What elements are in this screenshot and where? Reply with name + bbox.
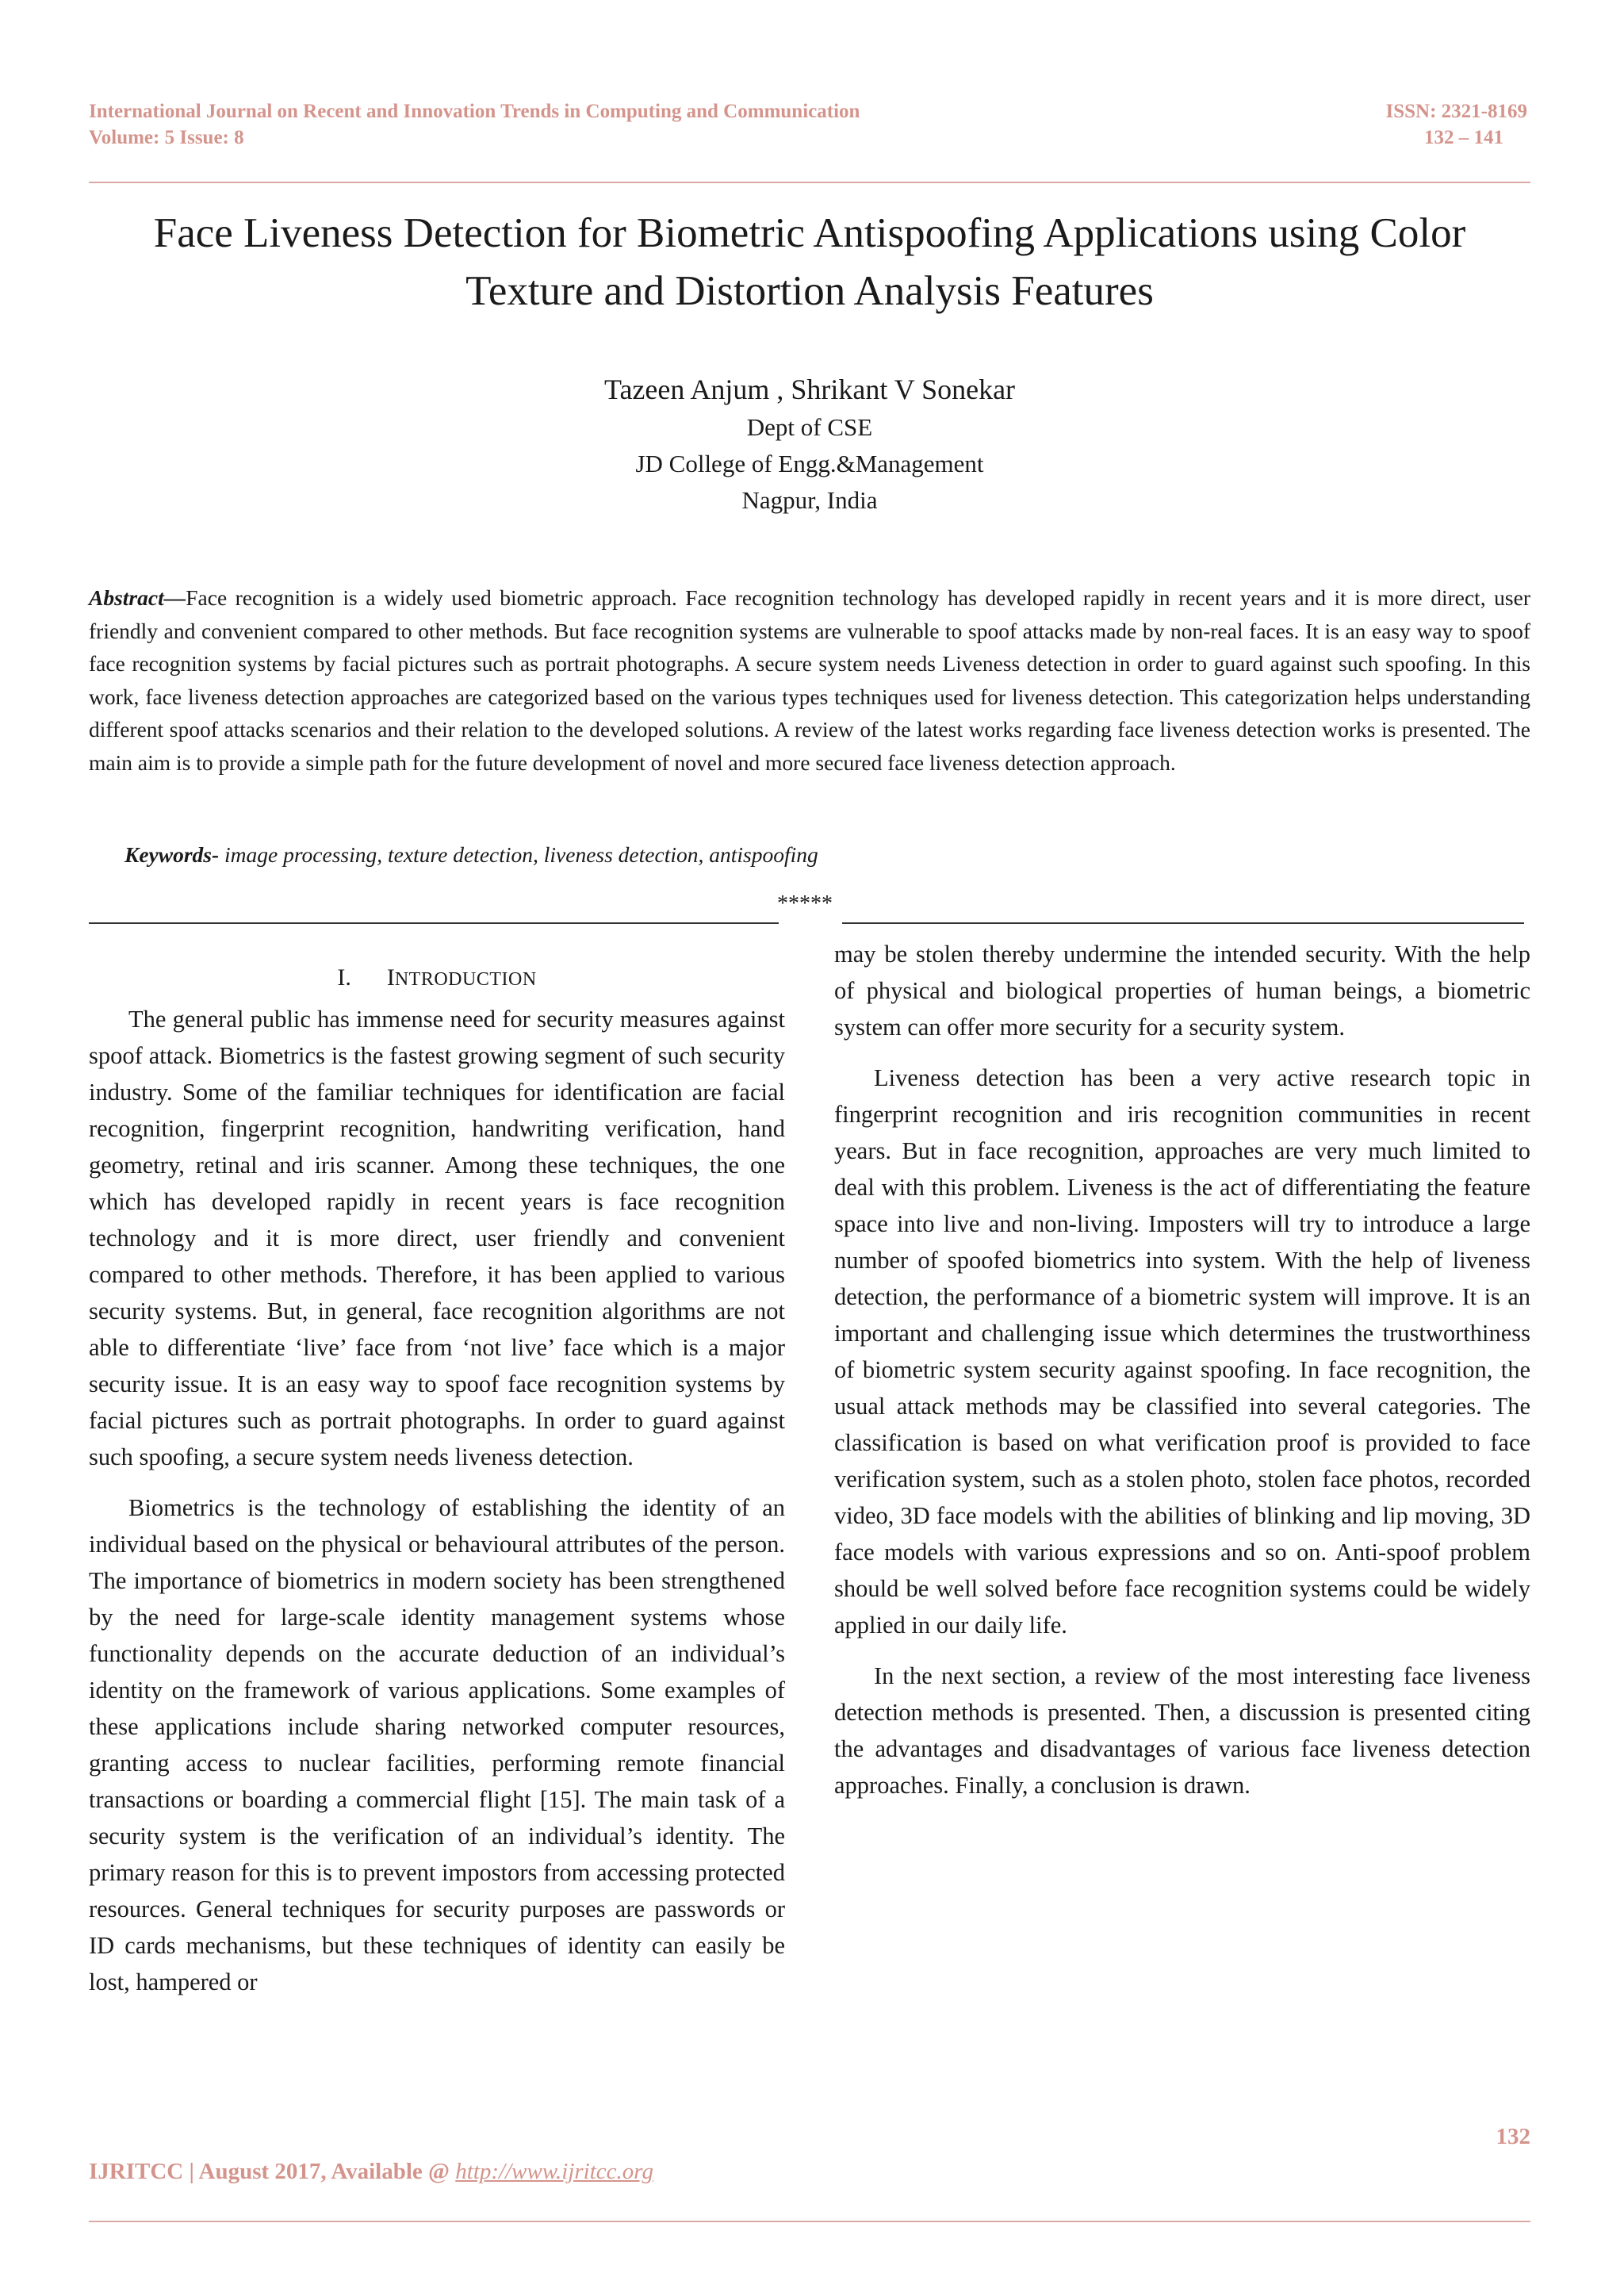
journal-url-link[interactable]: http://www.ijritcc.org — [455, 2159, 653, 2184]
paper-authors: Tazeen Anjum , Shrikant V Sonekar — [603, 374, 1016, 405]
journal-volume: Volume: 5 Issue: 8 — [89, 127, 244, 148]
abstract-text: Face recognition is a widely used biometric approach. Face recognition technology has developed rapidly in recent years and it is more direct, user friendly and convenient compared to other methods. But face recognition systems are vulnerable to spoof attacks made by non-real faces. It is an easy way to spoof face recognition systems by facial pictures such as portrait photographs. A secure system needs Liveness detection in order to guard against such spoofing. In this work, face liveness detection approaches are categorized based on the various types techniques used for liveness detection. This categorization helps understanding different spoof attacks scenarios and their relation to the developed solutions. A review of the latest works regarding face liveness detection works is presented. The main aim is to provide a simple path for the future development of novel and more secured face liveness detection approach. — [89, 585, 1530, 775]
section-title-rest: NTRODUCTION — [394, 969, 537, 990]
abstract-label: Abstract— — [89, 585, 186, 610]
separator-line-left — [89, 922, 779, 924]
keywords — [124, 839, 818, 871]
paragraph: Liveness detection has been a very active research topic in fingerprint recognition and iris recognition communities in recent years. But in face recognition, approaches are very much limited to deal with this problem. Liveness is the act of differentiating the feature space into live and non-living. Imposters will try to introduce a large number of spoofed biometrics into system. With the help of liveness detection, the performance of a biometric system will improve. It is an important and challenging issue which determines the trustworthiness of biometric system security against spoofing. In face recognition, the usual attack methods may be classified into several categories. The classification is based on what verification proof is provided to face verification system, such as a stolen photo, stolen face photos, recorded video, 3D face models with the abilities of blinking and lip moving, 3D face models with various expressions and so on. Anti-spoof problem should be well solved before face recognition systems could be widely applied in our daily life. — [834, 1064, 1530, 1639]
page-footer — [89, 2156, 653, 2187]
keywords-text: image processing, texture detection, liveness detection, antispoofing — [219, 842, 818, 867]
journal-issn: ISSN: 2321-8169 — [1385, 101, 1527, 122]
affiliation-college: JD College of Engg.&Management — [635, 450, 984, 477]
right-column — [834, 936, 1530, 1803]
affiliation-location: Nagpur, India — [741, 486, 878, 514]
left-column — [89, 960, 785, 2000]
page-number: 132 — [1496, 2124, 1530, 2149]
journal-pages: 132 – 141 — [1424, 127, 1503, 148]
paragraph: may be stolen thereby undermine the intended security. With the help of physical and biological properties of human beings, a biometric system can offer more security for a security system. — [834, 941, 1530, 1041]
header-rule — [89, 182, 1530, 183]
footer-text: IJRITCC | August 2017, Available @ — [89, 2159, 456, 2184]
journal-name: International Journal on Recent and Innovation Trends in Computing and Communication — [89, 101, 860, 122]
abstract — [89, 581, 1530, 779]
footer-rule — [89, 2221, 1530, 2222]
separator-stars: ***** — [777, 891, 833, 916]
paper-title: Face Liveness Detection for Biometric Antispoofing Applications using Color Texture and Distortion Analysis Features — [153, 210, 1466, 314]
paragraph: In the next section, a review of the most interesting face liveness detection methods is presented. Then, a discussion is presented citing the advantages and disadvantages of various face liveness detection approaches. Finally, a conclusion is drawn. — [834, 1662, 1530, 1799]
affiliation-dept: Dept of CSE — [746, 413, 873, 441]
keywords-label: Keywords- — [124, 842, 220, 867]
paragraph: The general public has immense need for security measures against spoof attack. Biometrics is the fastest growing segment of such security industry. Some of the familiar techniques for identification are facial recognition, fingerprint recognition, handwriting verification, hand geometry, retinal and iris scanner. Among these techniques, the one which has developed rapidly in recent years is face recognition technology and it is more direct, user friendly and convenient compared to other methods. Therefore, it has been applied to various security systems. But, in general, face recognition algorithms are not able to differentiate ‘live’ face from ‘not live’ face which is a major security issue. It is an easy way to spoof face recognition systems by facial pictures such as portrait photographs. In order to guard against such spoofing, a secure system needs liveness detection. — [89, 1006, 785, 1470]
journal-issn-block — [1386, 98, 1528, 151]
separator-line-right — [842, 922, 1524, 924]
section-number: I. — [337, 964, 351, 991]
section-heading-introduction — [89, 960, 785, 998]
paragraph: Biometrics is the technology of establishing the identity of an individual based on the physical or behavioural attributes of the person. The importance of biometrics in modern society has been strengthened by the need for large-scale identity management systems whose functionality depends on the accurate deduction of an individual’s identity on the framework of various applications. Some examples of these applications include sharing networked computer resources, granting access to nuclear facilities, performing remote financial transactions or boarding a commercial flight [15]. The main task of a security system is the verification of an individual’s identity. The primary reason for this is to prevent impostors from accessing protected resources. General techniques for security purposes are passwords or ID cards mechanisms, but these techniques of identity can easily be lost, hampered or — [89, 1494, 785, 1995]
journal-header — [89, 98, 860, 151]
section-title-initial: I — [386, 964, 395, 991]
